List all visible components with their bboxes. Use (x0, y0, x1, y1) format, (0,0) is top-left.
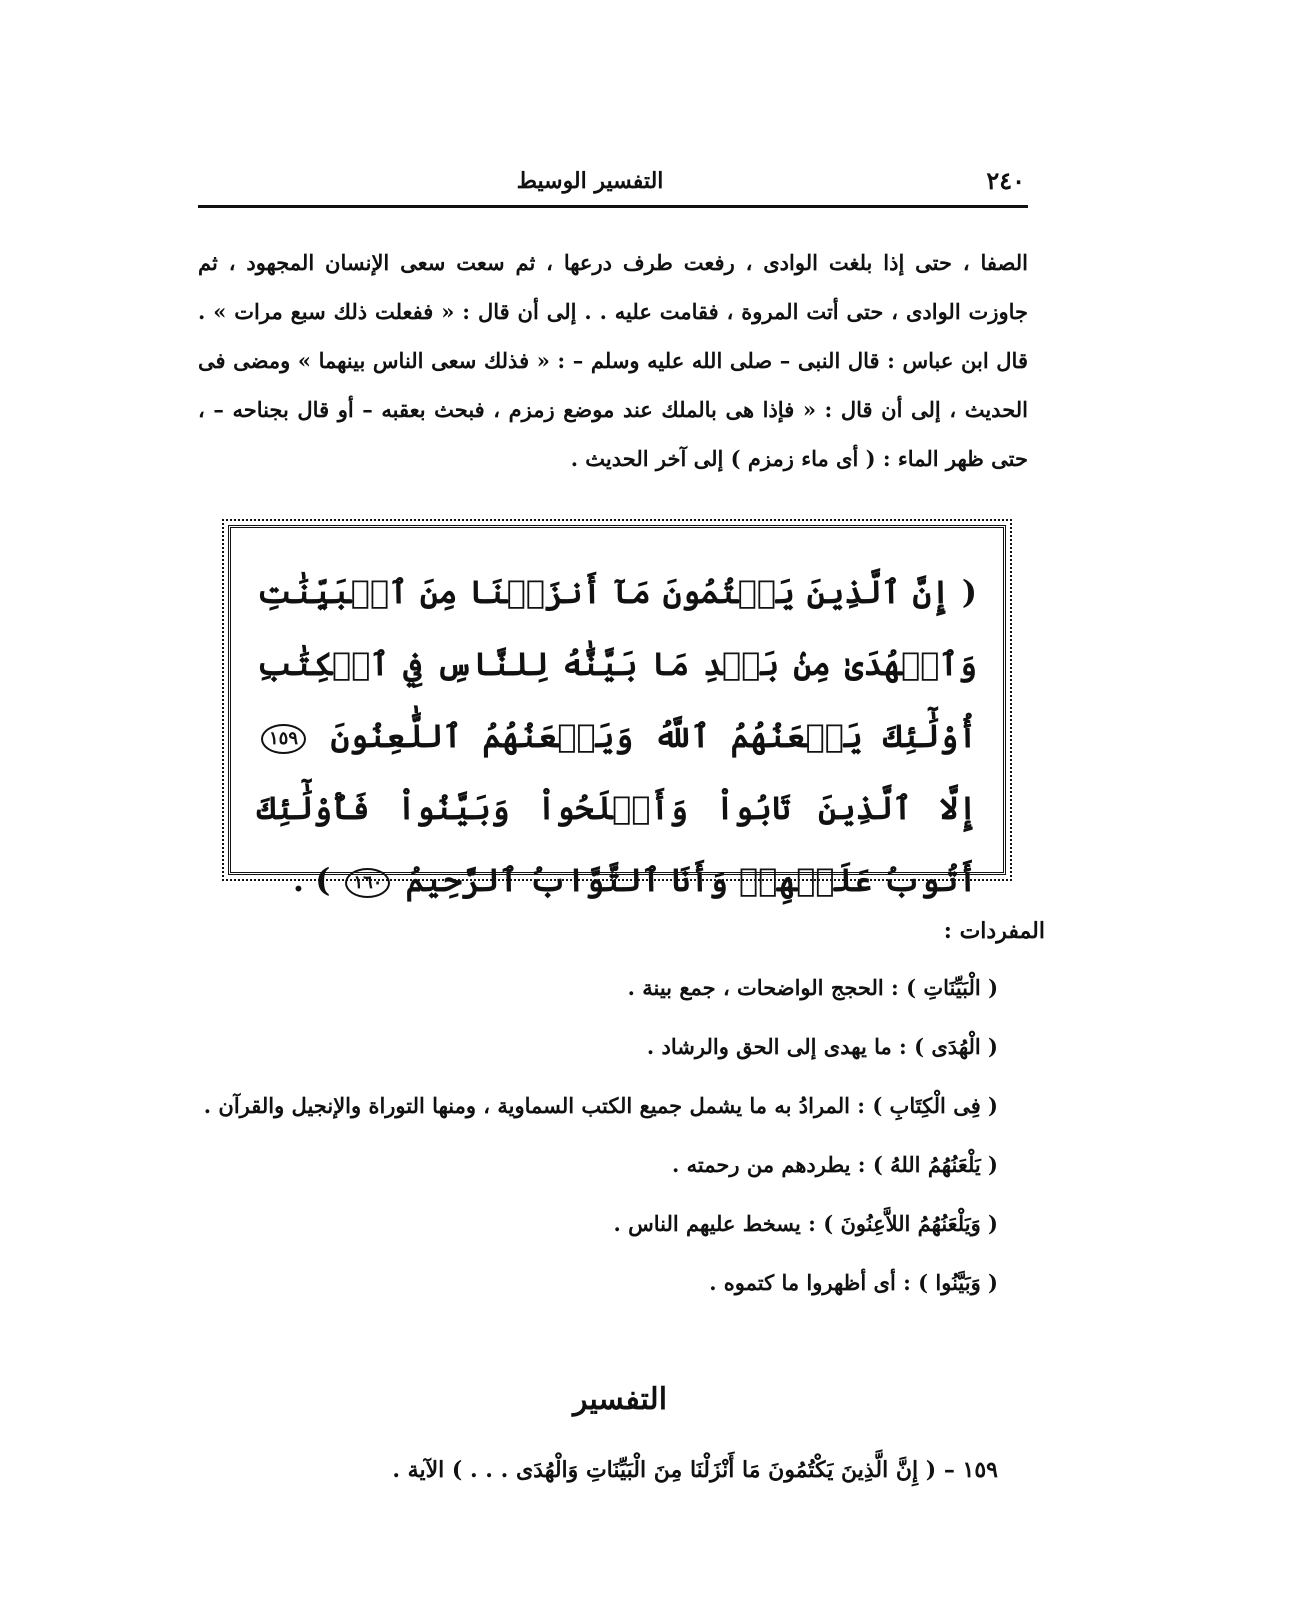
intro-paragraph: الصفا ، حتى إذا بلغت الوادى ، رفعت طرف درعها ، ثم سعت سعى الإنسان المجهود ، ثم جاوزت الوادى ، حتى أتت المروة ، فقامت عليه . . إلى أن قال : « ففعلت ذلك سبع مرات » . قال ابن عباس : قال النبى – صلى الله عليه وسلم – : « فذلك سعى الناس بينهما » ومضى فى الحديث ، إلى أن قال : « فإذا هى بالملك عند موضع زمزم ، فبحث بعقبه – أو قال بجناحه – ، حتى ظهر الماء : ( أى ماء زمزم ) إلى آخر الحديث . (198, 250, 1028, 471)
vocabulary-definition: : المرادُ به ما يشمل جميع الكتب السماوية ، ومنها التوراة والإنجيل والقرآن . (203, 1093, 873, 1118)
vocabulary-item (198, 1265, 998, 1301)
quran-verse-box (228, 525, 1006, 899)
tafsir-verse-number: ١٥٩ – (936, 1457, 998, 1483)
ayah-number-marker: ١٦٠ (345, 868, 390, 898)
verse-closing: ) . (292, 861, 331, 899)
vocabulary-list (198, 970, 998, 1324)
vocabulary-term: ( وَبَيَّنُوا ) (918, 1270, 998, 1295)
running-title: التفسير الوسيط (516, 168, 664, 194)
vocabulary-term: ( وَيَلْعَنُهُمُ اللاَّعِنُونَ ) (823, 1211, 998, 1236)
vocabulary-term: ( يَلْعَنُهُمُ اللهُ ) (872, 1152, 998, 1177)
vocabulary-term: ( الْبَيِّنَاتِ ) (906, 975, 998, 1000)
vocabulary-term: ( الْهُدَى ) (914, 1034, 998, 1059)
vocabulary-definition: : يطردهم من رحمته . (672, 1152, 873, 1177)
ayah-number-marker: ١٥٩ (261, 724, 306, 754)
vocabulary-heading: المفردات : (943, 918, 1045, 944)
vocabulary-item (198, 1147, 998, 1183)
vocabulary-item (198, 1088, 998, 1124)
vocabulary-item (198, 970, 998, 1006)
verse-part-2: إِلَّا ٱلَّذِينَ تَابُواْ وَأَصۡلَحُواْ وَبَيَّنُواْ فَأُوْلَٰٓئِكَ أَتُوبُ عَلَيۡهِمۡ وَأَنَا ٱلتَّوَّابُ ٱلرَّحِيمُ (257, 789, 977, 899)
tafsir-verse-text: ( إِنَّ الَّذِينَ يَكْتُمُونَ مَا أَنْزَلْنَا مِنَ الْبَيِّنَاتِ وَالْهُدَى . . . ) الآية . (392, 1457, 937, 1483)
tafsir-heading: التفسير (572, 1382, 668, 1417)
page-number: ٢٤٠ (986, 166, 1025, 195)
header-rule (198, 205, 1028, 208)
vocabulary-definition: : أى أظهروا ما كتموه . (709, 1270, 919, 1295)
vocabulary-term: ( فِى الْكِتَابِ ) (872, 1093, 998, 1118)
vocabulary-definition: : يسخط عليهم الناس . (613, 1211, 824, 1236)
tafsir-verse-line (250, 1452, 998, 1488)
verse-part-1: ( إِنَّ ٱلَّذِينَ يَكۡتُمُونَ مَآ أَنزَلۡنَا مِنَ ٱلۡبَيِّنَٰتِ وَٱلۡهُدَىٰ مِنۢ بَعۡدِ مَا بَيَّنَّٰهُ لِلنَّاسِ فِي ٱلۡكِتَٰبِ أُوْلَٰٓئِكَ يَلۡعَنُهُمُ ٱللَّهُ وَيَلۡعَنُهُمُ ٱللَّٰعِنُونَ (257, 573, 978, 755)
quran-verse-text (257, 556, 977, 916)
vocabulary-definition: : ما يهدى إلى الحق والرشاد . (646, 1034, 915, 1059)
vocabulary-definition: : الحجج الواضحات ، جمع بينة . (627, 975, 907, 1000)
vocabulary-item (198, 1029, 998, 1065)
vocabulary-item (198, 1206, 998, 1242)
